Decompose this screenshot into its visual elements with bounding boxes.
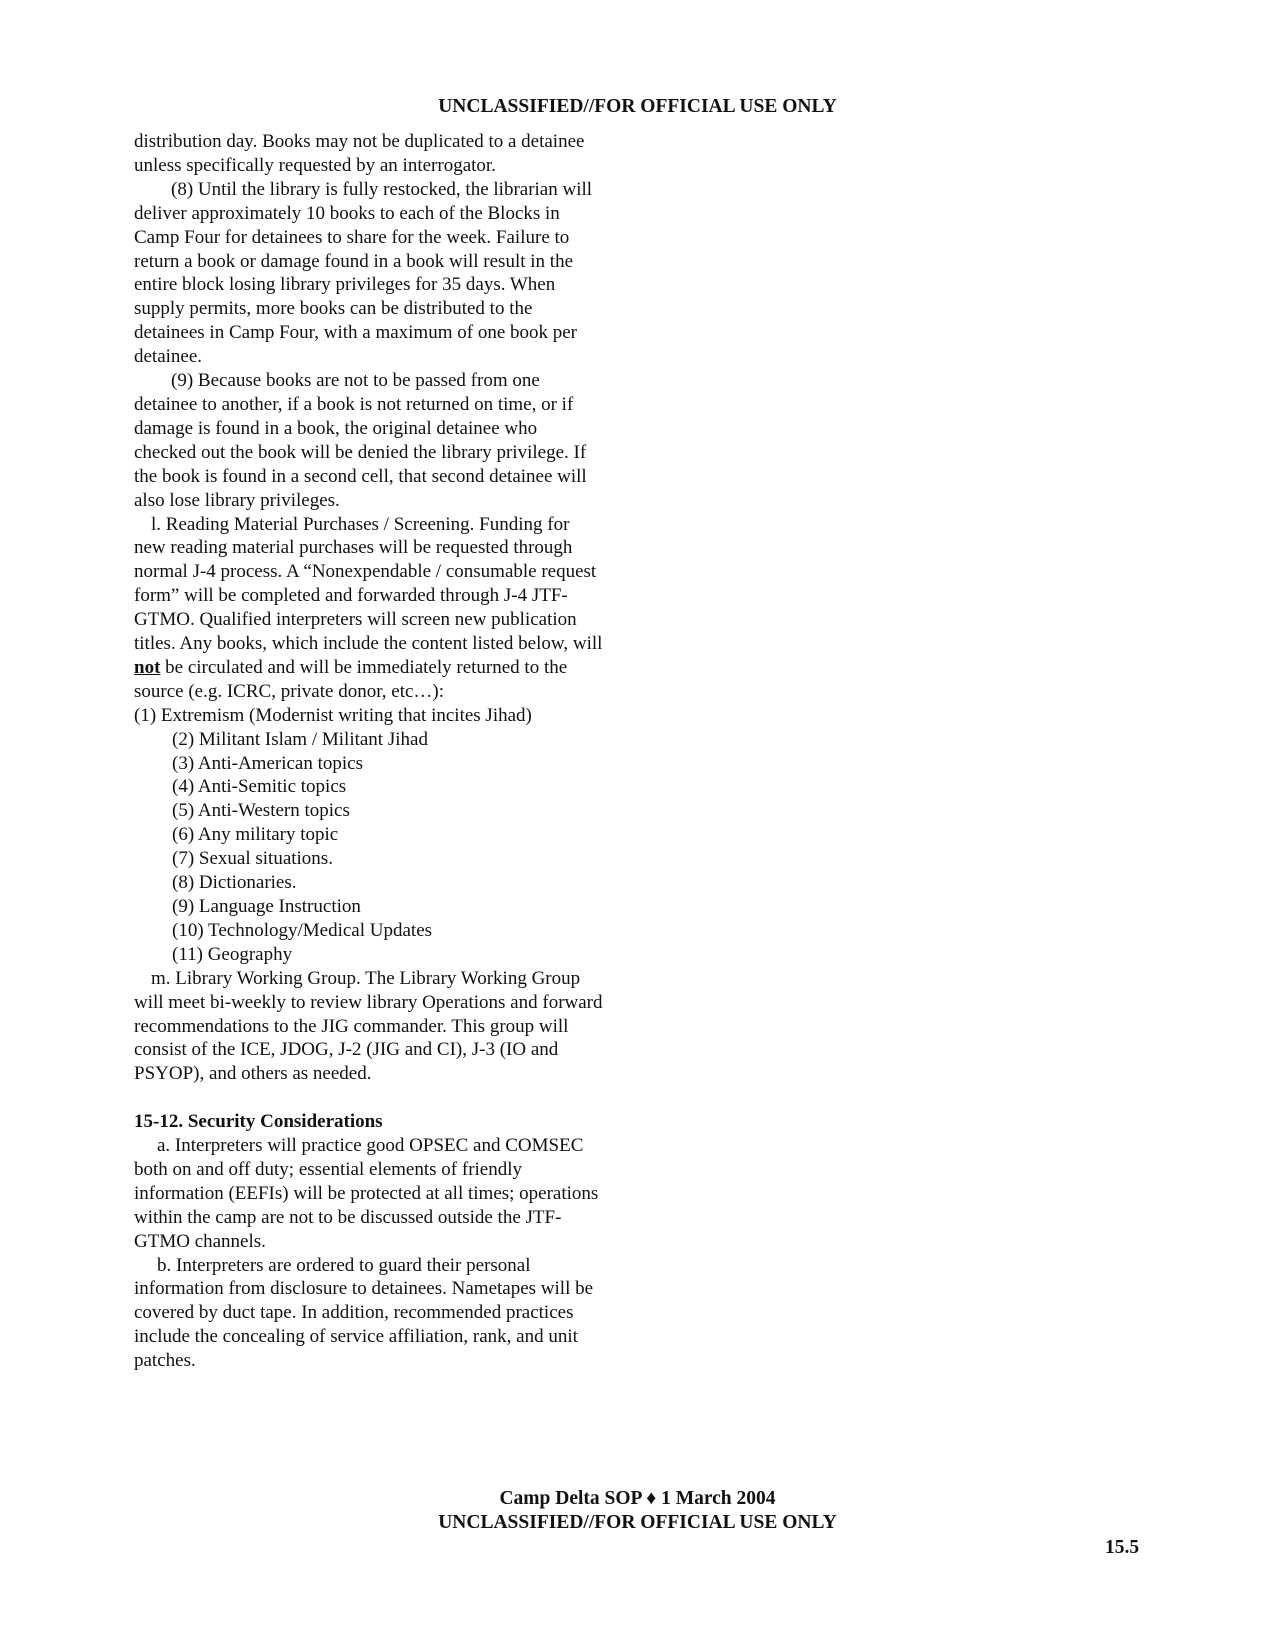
paragraph-8: (8) Until the library is fully restocked, the librarian will deliver approximately 10 books to each of the Blocks in Camp Four for detainees to share for the week. Failure to return a book or damage found in a book will result in the entire block losing library privileges for 35 days. When supply permits, more books can be distributed to the detainees in Camp Four, with a maximum of one book per detainee. <box>134 178 593 368</box>
list-item: (11) Geography <box>172 943 293 965</box>
list-item: (10) Technology/Medical Updates <box>172 919 433 941</box>
list-item: (7) Sexual situations. <box>172 848 333 870</box>
list-item-1: (1) Extremism (Modernist writing that incites Jihad) <box>134 704 532 726</box>
header-classification: UNCLASSIFIED//FOR OFFICIAL USE ONLY <box>438 96 837 117</box>
paragraph-m: m. Library Working Group. The Library Working Group will meet bi-weekly to review library Operations and forward recommendations to the JIG commander. This group will consist of the ICE, JDOG, J-2 (JIG and CI), J-3 (IO and PSYOP), and others as needed. <box>134 967 603 1085</box>
list-item: (9) Language Instruction <box>172 896 361 917</box>
list-item: (2) Militant Islam / Militant Jihad <box>172 728 428 750</box>
paragraph-b: b. Interpreters are ordered to guard their personal information from disclosure to detainees. Nametapes will be covered by duct tape. In addition, recommended practices include the concealing of service affiliation, rank, and unit patches. <box>134 1254 594 1372</box>
paragraph-continued: distribution day. Books may not be duplicated to a detainee unless specifically requested by an interrogator. <box>134 131 585 176</box>
paragraph-l-text-before: l. Reading Material Purchases / Screening. Funding for new reading material purchases will be requested through normal J-4 process. A “Nonexpendable / consumable request form” will be completed and forwarded through J-4 JTF-GTMO. Qualified interpreters will screen new publication titles. Any books, which include the content listed below, will <box>134 513 603 655</box>
list-item: (4) Anti-Semitic topics <box>172 776 347 798</box>
paragraph-9: (9) Because books are not to be passed from one detainee to another, if a book is not returned on time, or if damage is found in a book, the original detainee who checked out the book will be denied the library privilege. If the book is found in a second cell, that second detainee will also lose library privileges. <box>134 370 587 511</box>
page-number: 15.5 <box>1105 1537 1140 1558</box>
emphasis-not: not <box>134 656 161 678</box>
list-item: (6) Any military topic <box>172 824 339 846</box>
footer-classification: UNCLASSIFIED//FOR OFFICIAL USE ONLY <box>438 1512 837 1533</box>
footer-title: Camp Delta SOP ♦ 1 March 2004 <box>499 1488 776 1509</box>
body-column <box>134 130 604 1373</box>
paragraph-a: a. Interpreters will practice good OPSEC and COMSEC both on and off duty; essential elements of friendly information (EEFIs) will be protected at all times; operations within the camp are not to be discussed outside the JTF-GTMO channels. <box>134 1135 599 1252</box>
list-item: (5) Anti-Western topics <box>172 800 350 822</box>
paragraph-l <box>134 513 604 704</box>
list-item: (3) Anti-American topics <box>172 752 364 774</box>
paragraph-l-text-after: be circulated and will be immediately returned to the source (e.g. ICRC, private donor, etc…): <box>134 656 568 702</box>
section-heading: 15-12. Security Considerations <box>134 1111 383 1133</box>
restricted-topics-list <box>134 728 604 967</box>
list-item: (8) Dictionaries. <box>172 872 297 894</box>
